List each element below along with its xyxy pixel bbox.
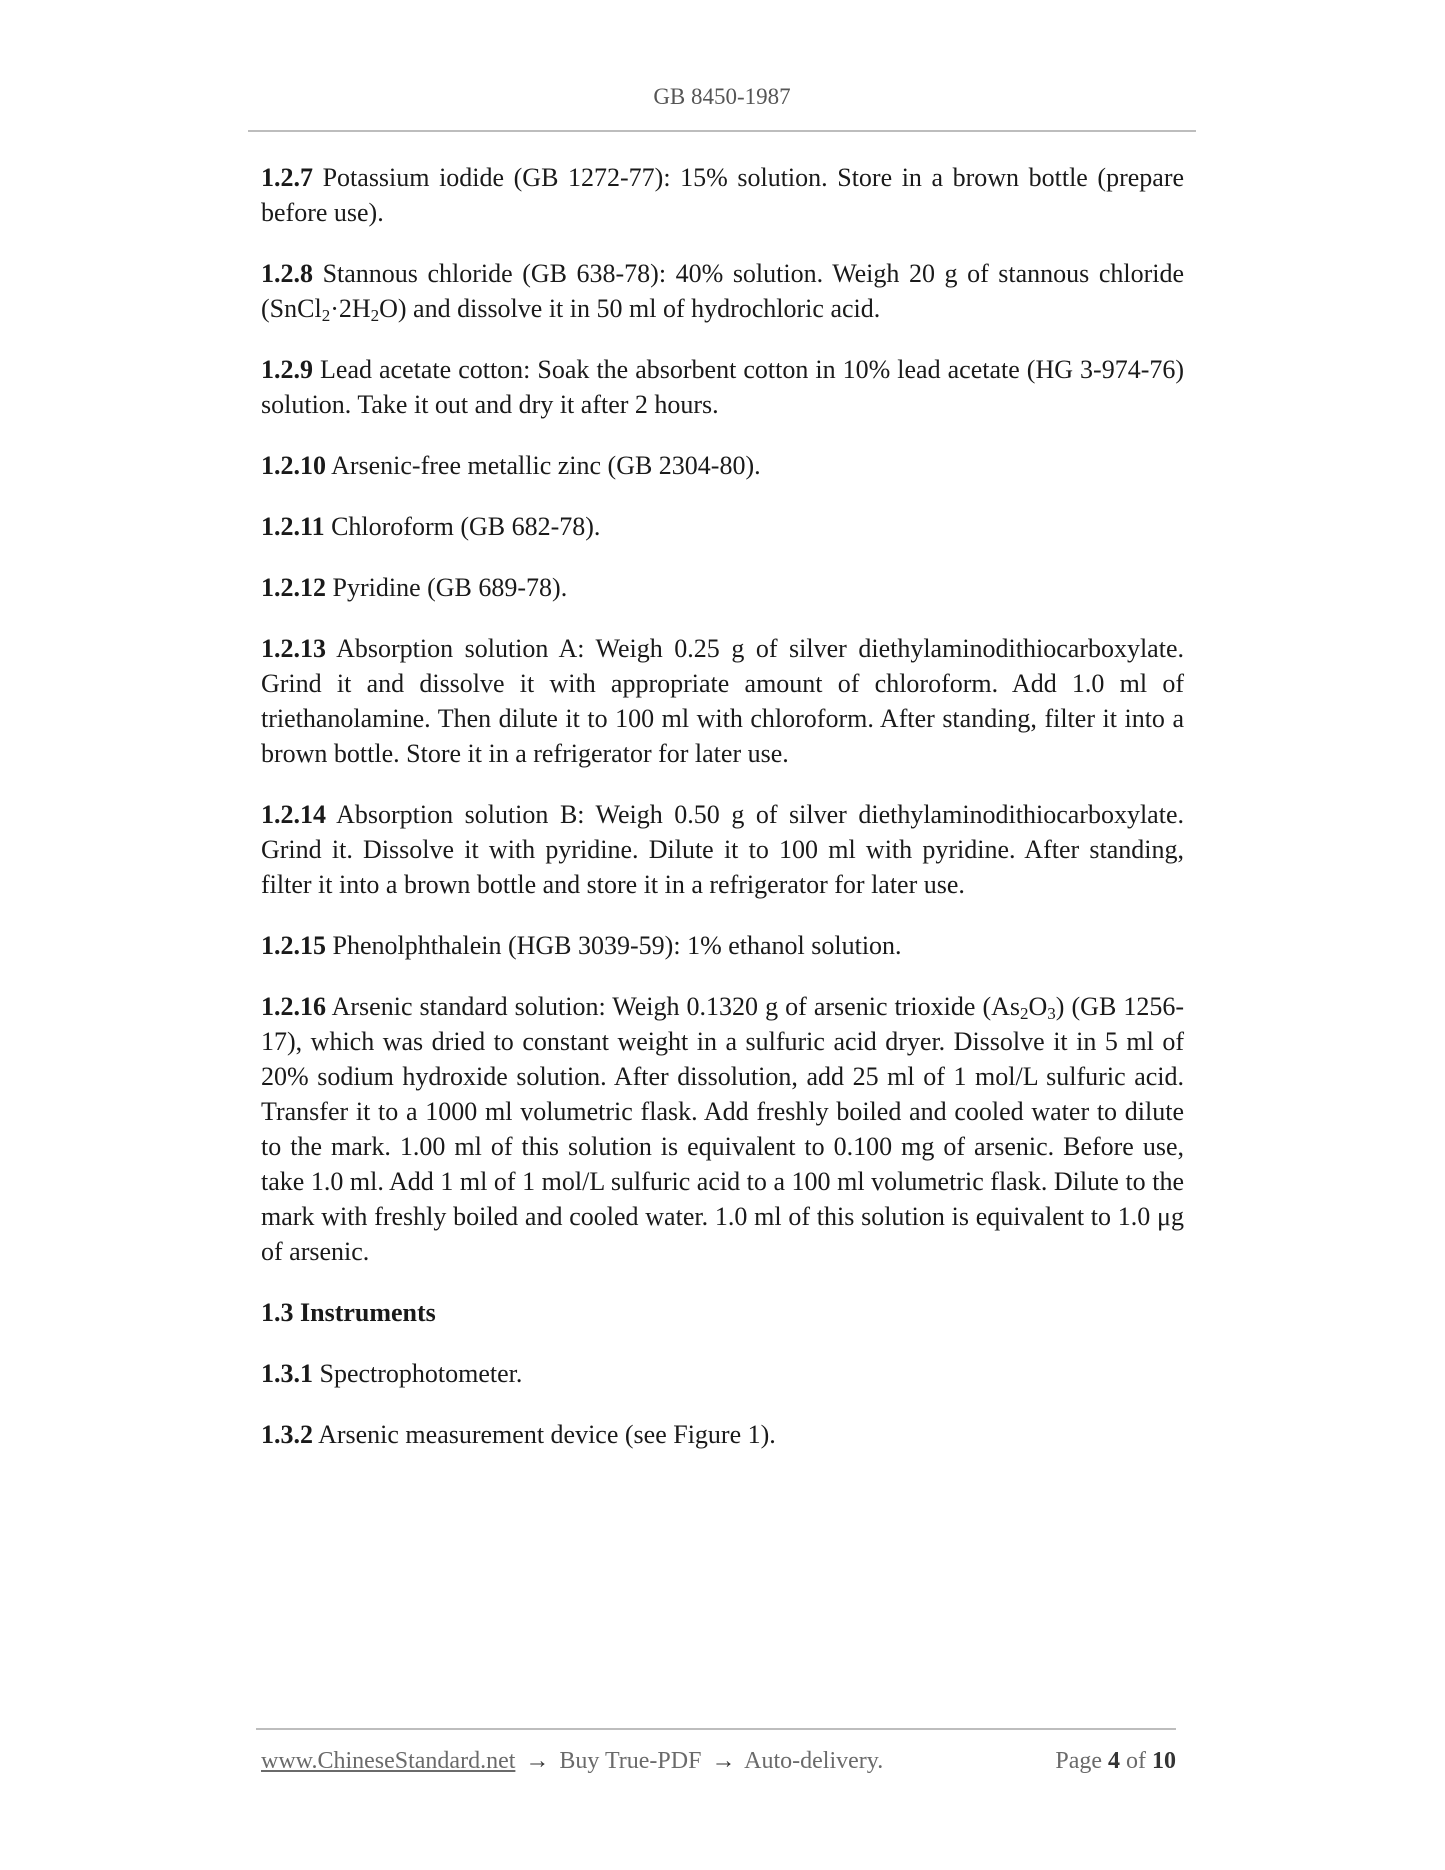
section-text: Chloroform (GB 682-78). <box>331 512 601 541</box>
section-text: Phenolphthalein (HGB 3039-59): 1% ethanol solution. <box>332 931 902 960</box>
buy-true-pdf-text: Buy True-PDF <box>559 1748 702 1774</box>
document-body <box>261 160 1184 1478</box>
section-number: 1.2.15 <box>261 931 326 960</box>
arrow-right-icon: → <box>711 1748 736 1774</box>
section-text: ·2H <box>330 294 371 323</box>
section-number: 1.2.9 <box>261 355 313 384</box>
section-1-2-7 <box>261 160 1184 230</box>
current-page: 4 <box>1108 1748 1120 1774</box>
section-1-2-13 <box>261 631 1184 771</box>
section-1-2-16 <box>261 989 1184 1269</box>
footer-divider <box>256 1728 1176 1730</box>
subscript: 2 <box>321 306 331 325</box>
section-1-2-8 <box>261 256 1184 326</box>
section-1-2-10 <box>261 448 1184 483</box>
header-divider <box>248 130 1196 132</box>
section-text: Absorption solution A: Weigh 0.25 g of silver diethylaminodithiocarboxylate. Grind it and dissolve it with appropriate amount of chloroform. Add 1.0 ml of triethanolamine. Then dilute it to 100 ml with chloroform. After standing, filter it into a brown bottle. Store it in a refrigerator for later use. <box>261 634 1184 768</box>
section-text: O) and dissolve it in 50 ml of hydrochloric acid. <box>379 294 881 323</box>
section-1-2-12 <box>261 570 1184 605</box>
section-text: Absorption solution B: Weigh 0.50 g of silver diethylaminodithiocarboxylate. Grind it. Dissolve it with pyridine. Dilute it to 100 ml with pyridine. After standing, filter it into a brown bottle and store it in a refrigerator for later use. <box>261 800 1184 899</box>
section-1-2-11 <box>261 509 1184 544</box>
section-number: 1.3.1 <box>261 1359 313 1388</box>
website-link[interactable]: www.ChineseStandard.net <box>261 1748 516 1774</box>
section-number: 1.2.16 <box>261 992 326 1021</box>
section-1-2-15 <box>261 928 1184 963</box>
section-text: Lead acetate cotton: Soak the absorbent cotton in 10% lead acetate (HG 3-974-76) solution. Take it out and dry it after 2 hours. <box>261 355 1185 419</box>
total-pages: 10 <box>1152 1748 1176 1774</box>
section-text: Arsenic measurement device (see Figure 1). <box>318 1420 776 1449</box>
section-number: 1.2.8 <box>261 259 313 288</box>
section-text: Arsenic-free metallic zinc (GB 2304-80). <box>331 451 761 480</box>
page-number <box>1055 1748 1176 1775</box>
footer-promo <box>261 1748 883 1775</box>
subscript: 2 <box>370 306 380 325</box>
of-label: of <box>1126 1748 1146 1774</box>
section-text: ) (GB 1256-17), which was dried to constant weight in a sulfuric acid dryer. Dissolve it in 5 ml of 20% sodium hydroxide solution. After dissolution, add 25 ml of 1 mol/L sulfuric acid. Transfer it to a 1000 ml volumetric flask. Add freshly boiled and cooled water to dilute to the mark. 1.00 ml of this solution is equivalent to 0.100 mg of arsenic. Before use, take 1.0 ml. Add 1 ml of 1 mol/L sulfuric acid to a 100 ml volumetric flask. Dilute to the mark with freshly boiled and cooled water. 1.0 ml of this solution is equivalent to 1.0 μg of arsenic. <box>261 992 1184 1266</box>
section-text: Stannous chloride (GB 638-78): 40% solution. Weigh 20 g of stannous chloride (SnCl <box>261 259 1185 323</box>
section-text: O <box>1028 992 1048 1021</box>
page-header: GB 8450-1987 <box>653 84 791 109</box>
subscript: 2 <box>1020 1004 1029 1023</box>
arrow-right-icon: → <box>525 1748 550 1774</box>
section-1-3-1 <box>261 1356 1184 1391</box>
auto-delivery-text: Auto-delivery. <box>744 1748 884 1774</box>
instruments-heading: 1.3 Instruments <box>261 1298 436 1327</box>
page-label: Page <box>1055 1748 1102 1774</box>
section-text: Arsenic standard solution: Weigh 0.1320 g of arsenic trioxide (As <box>331 992 1021 1021</box>
section-number: 1.2.12 <box>261 573 326 602</box>
section-1-2-14 <box>261 797 1184 902</box>
section-number: 1.2.7 <box>261 163 313 192</box>
section-number: 1.3.2 <box>261 1420 313 1449</box>
section-1-3-2 <box>261 1417 1184 1452</box>
section-text: Pyridine (GB 689-78). <box>332 573 568 602</box>
section-number: 1.2.14 <box>261 800 326 829</box>
section-1-2-9 <box>261 352 1184 422</box>
section-number: 1.2.10 <box>261 451 326 480</box>
subscript: 3 <box>1047 1004 1056 1023</box>
section-text: Potassium iodide (GB 1272-77): 15% solution. Store in a brown bottle (prepare before use). <box>261 163 1185 227</box>
section-number: 1.2.11 <box>261 512 325 541</box>
section-number: 1.2.13 <box>261 634 326 663</box>
section-text: Spectrophotometer. <box>319 1359 523 1388</box>
